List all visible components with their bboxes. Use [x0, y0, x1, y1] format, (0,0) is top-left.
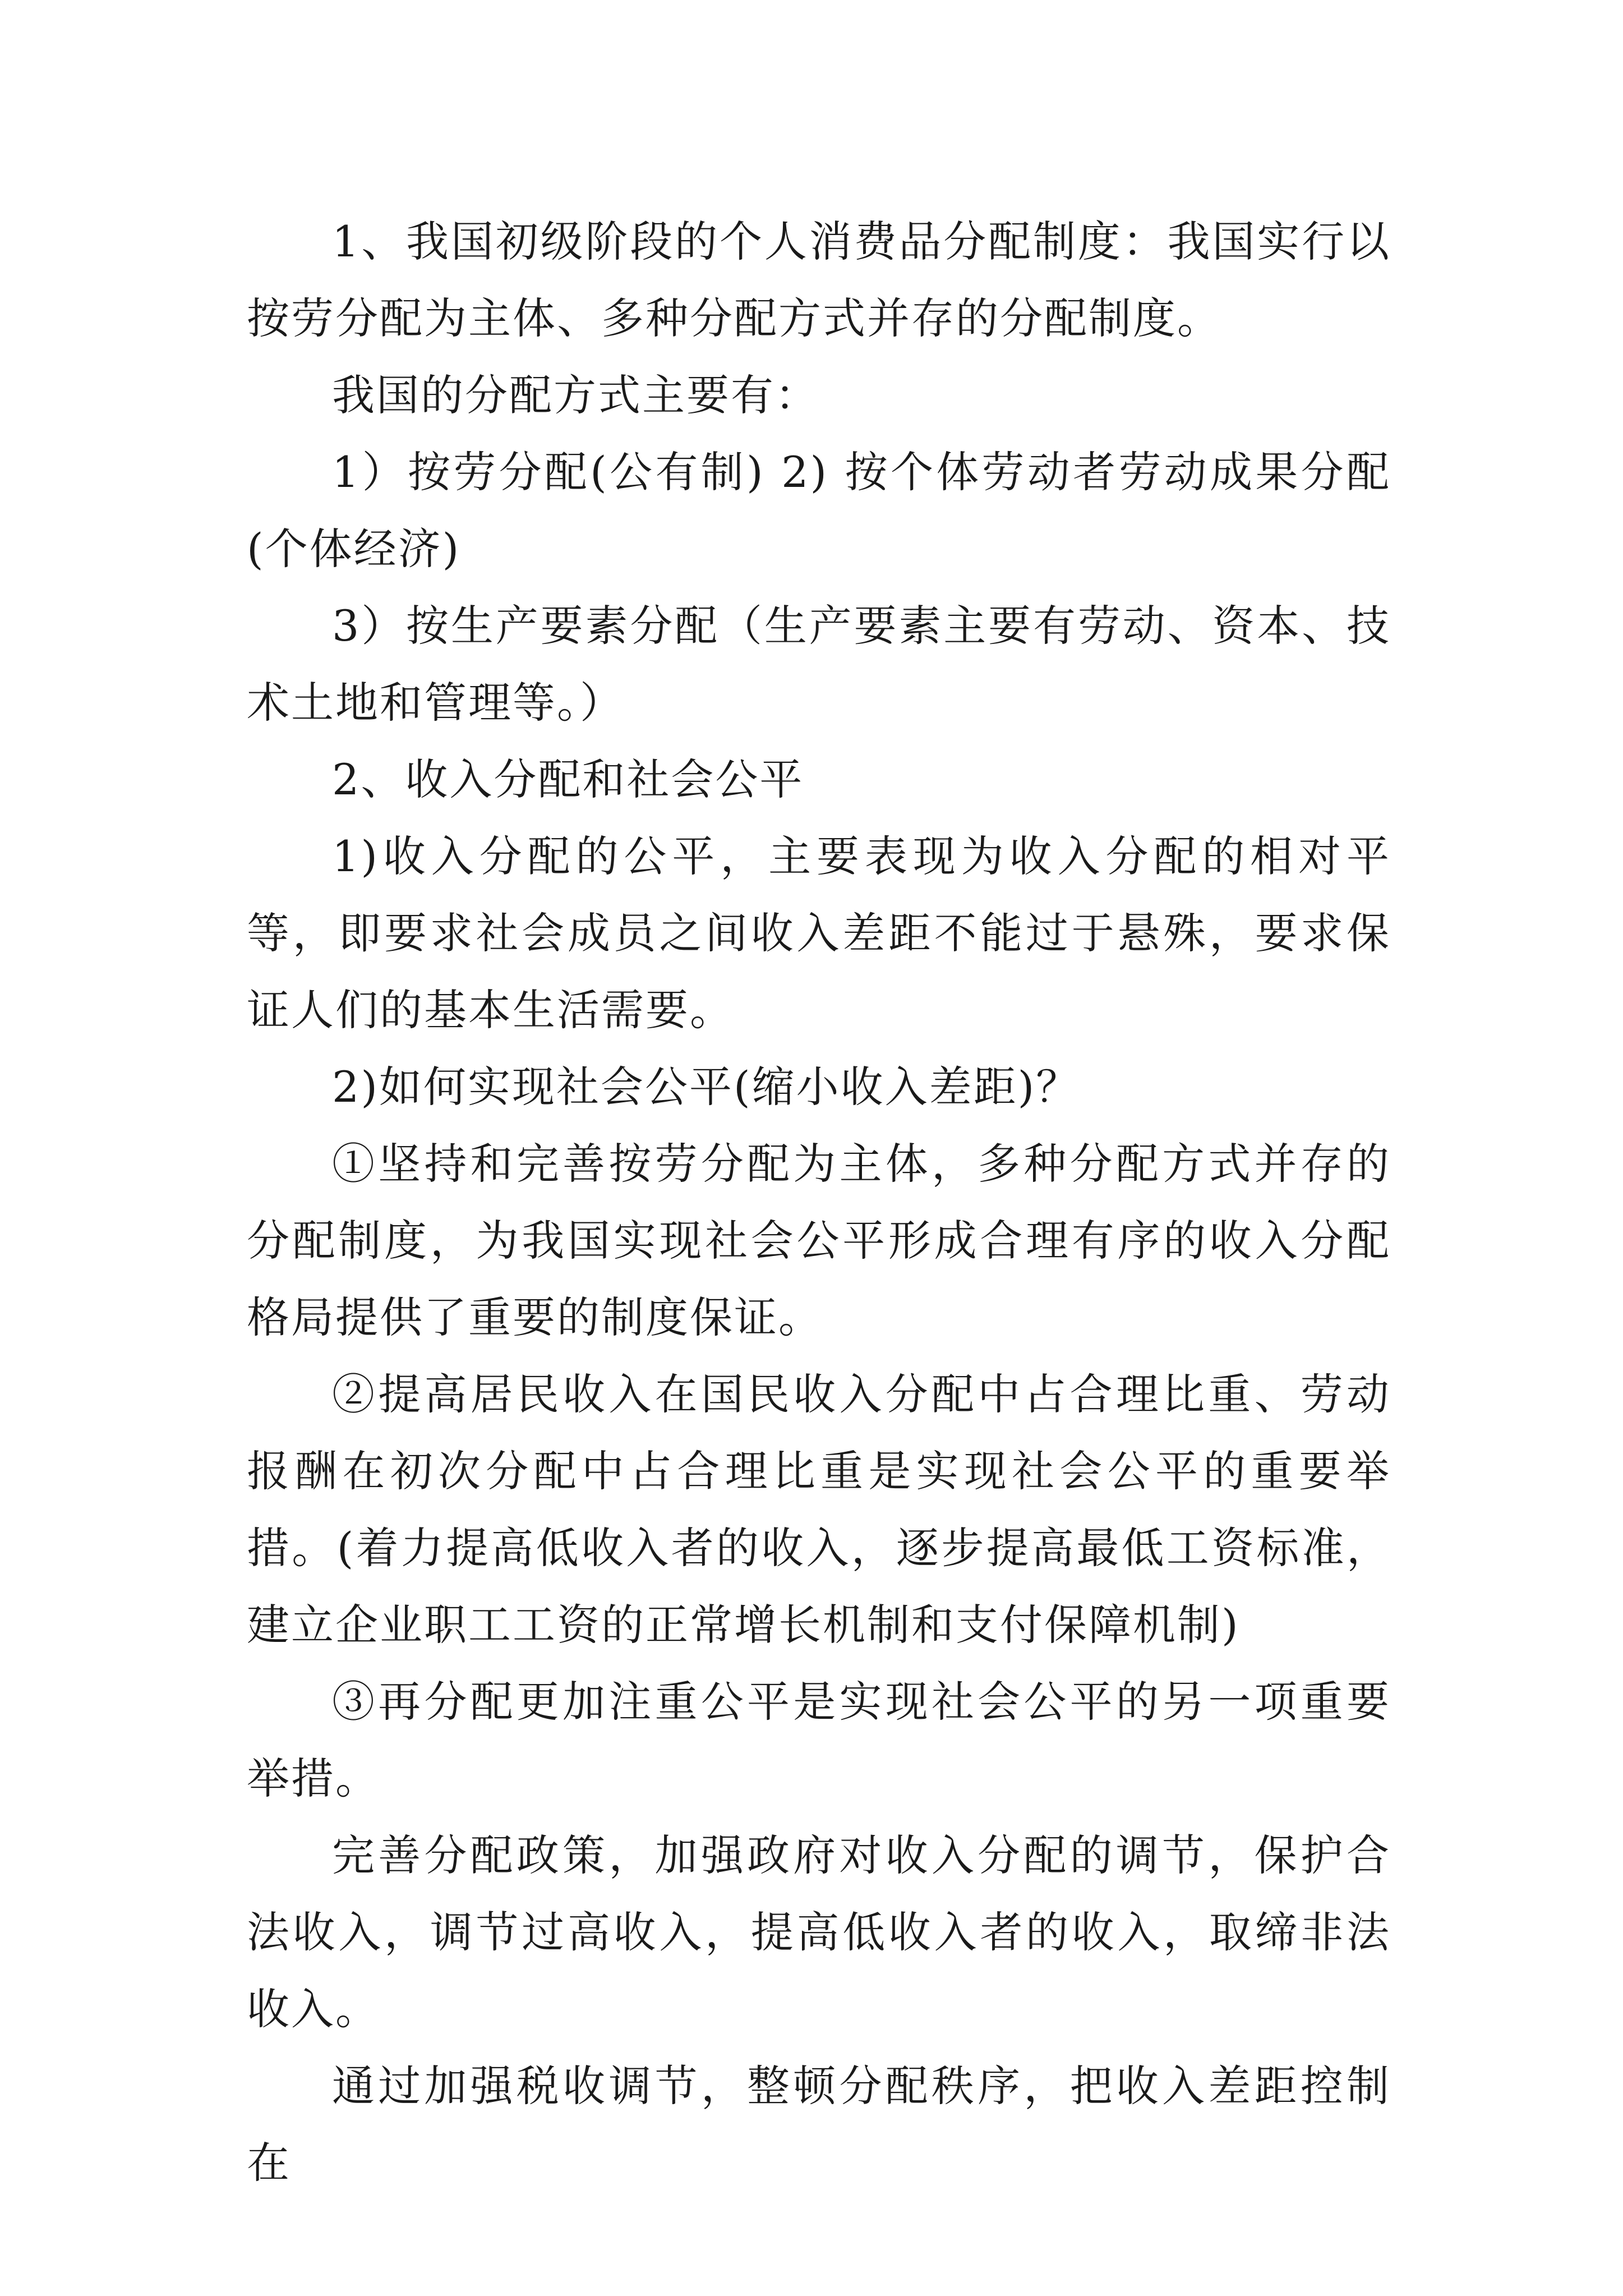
document-body: [247, 203, 1391, 2201]
paragraph-tax-regulation: 通过加强税收调节，整顿分配秩序，把收入差距控制在: [247, 2061, 1391, 2188]
paragraph-distribution-methods-heading: 我国的分配方式主要有：: [332, 370, 819, 420]
paragraph-point-2: ②提高居民收入在国民收入分配中占合理比重、劳动报酬在初次分配中占合理比重是实现社会公平的重要举措。(着力提高低收入者的收入，逐步提高最低工资标准，建立企业职工工资的正常增长机制和支付保障机制): [247, 1369, 1391, 1650]
paragraph-how-to-achieve: 2)如何实现社会公平(缩小收入差距)？: [332, 1062, 1081, 1112]
paragraph-section-2-heading: 2、收入分配和社会公平: [332, 754, 804, 804]
paragraph-method-3: 3）按生产要素分配（生产要素主要有劳动、资本、技术土地和管理等。）: [247, 601, 1391, 728]
paragraph-policy: 完善分配政策，加强政府对收入分配的调节，保护合法收入，调节过高收入，提高低收入者的收入，取缔非法收入。: [247, 1830, 1391, 2034]
paragraph-point-3: ③再分配更加注重公平是实现社会公平的另一项重要举措。: [247, 1677, 1391, 1803]
paragraph-distribution-system: 1、我国初级阶段的个人消费品分配制度：我国实行以按劳分配为主体、多种分配方式并存的分配制度。: [247, 217, 1391, 343]
paragraph-methods-1-2: 1）按劳分配(公有制) 2) 按个体劳动者劳动成果分配(个体经济): [247, 447, 1391, 574]
paragraph-fairness-definition: 1)收入分配的公平，主要表现为收入分配的相对平等，即要求社会成员之间收入差距不能过于悬殊，要求保证人们的基本生活需要。: [247, 831, 1391, 1035]
paragraph-point-1: ①坚持和完善按劳分配为主体，多种分配方式并存的分配制度，为我国实现社会公平形成合理有序的收入分配格局提供了重要的制度保证。: [247, 1139, 1391, 1342]
